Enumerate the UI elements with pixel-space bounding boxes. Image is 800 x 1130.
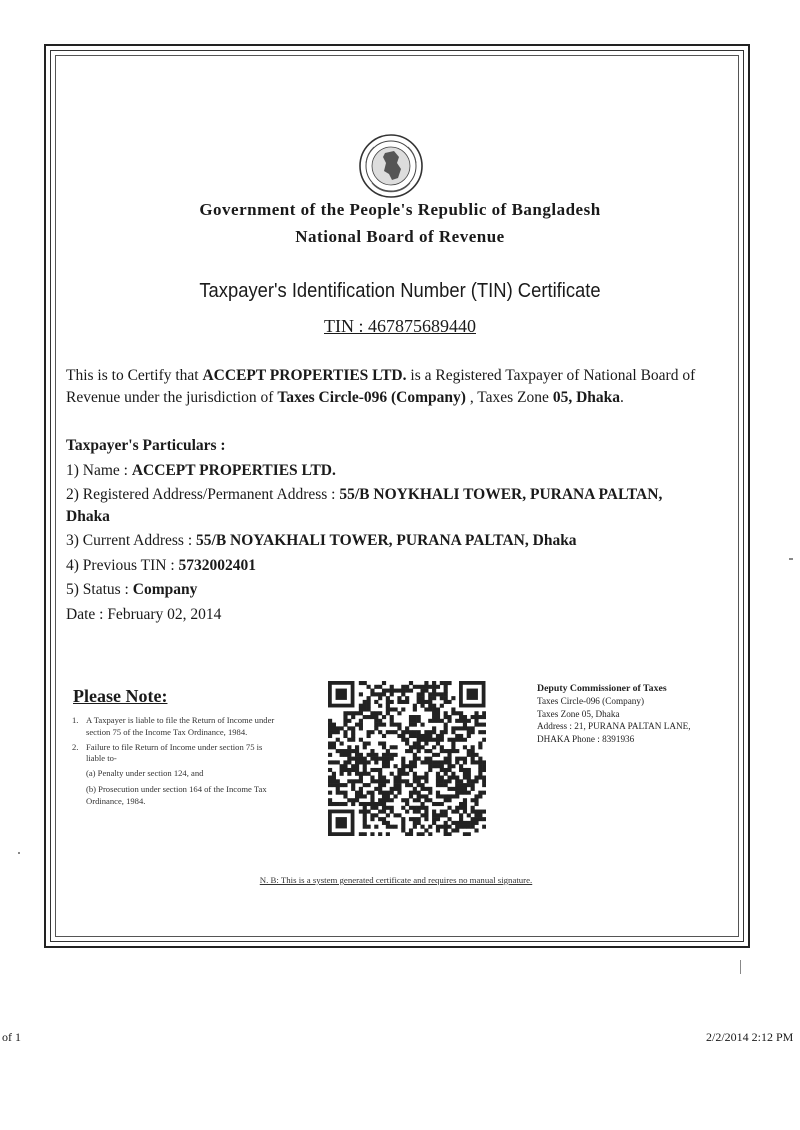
- page-count: of 1: [2, 1030, 21, 1044]
- government-heading: Government of the People's Republic of Bangladesh: [199, 200, 601, 219]
- date-row: Date : February 02, 2014: [66, 605, 222, 623]
- registered-address-row: 2) Registered Address/Permanent Address : 55/B NOYKHALI TOWER, PURANA PALTAN,: [66, 486, 663, 503]
- scan-speck: [789, 558, 793, 560]
- deputy-line: Address : 21, PURANA PALTAN LANE,: [537, 721, 691, 732]
- certification-statement: This is to Certify that ACCEPT PROPERTIES LTD. is a Registered Taxpayer of National Board of Revenue under the jurisdiction of Taxes Circle-096 (Company) , Taxes Zone 05, Dhaka.: [66, 367, 696, 406]
- deputy-line: Taxes Circle-096 (Company): [537, 696, 645, 707]
- please-note-heading: Please Note:: [73, 686, 168, 706]
- note-item: 1. A Taxpayer is liable to file the Return of Income under section 75 of the Income Tax Ordinance, 1984.: [72, 715, 275, 737]
- previous-tin-row: 4) Previous TIN : 5732002401: [66, 556, 257, 574]
- board-heading: National Board of Revenue: [295, 227, 505, 246]
- registered-address-continued: Dhaka: [66, 507, 110, 525]
- note-item: 2. Failure to file Return of Income under section 75 is liable to-: [72, 741, 263, 764]
- deputy-line: Taxes Zone 05, Dhaka: [537, 708, 620, 719]
- scan-speck: [18, 852, 20, 854]
- name-row: 1) Name : ACCEPT PROPERTIES LTD.: [66, 461, 336, 479]
- note-subitem: (a) Penalty under section 124, and: [86, 768, 204, 779]
- tin-number: TIN : 467875689440: [324, 316, 476, 336]
- current-address-row: 3) Current Address : 55/B NOYAKHALI TOWER, PURANA PALTAN, Dhaka: [66, 532, 577, 549]
- qr-code: [328, 681, 486, 836]
- certificate-title: Taxpayer's Identification Number (TIN) Certificate: [199, 280, 601, 302]
- status-row: 5) Status : Company: [66, 581, 198, 598]
- particulars-heading: Taxpayer's Particulars :: [66, 437, 226, 454]
- bangladesh-emblem-icon: [358, 133, 424, 199]
- deputy-line: DHAKA Phone : 8391936: [537, 733, 635, 744]
- deputy-commissioner-title: Deputy Commissioner of Taxes: [537, 683, 667, 694]
- system-generated-note: N. B: This is a system generated certificate and requires no manual signature.: [259, 875, 533, 885]
- taxpayer-particulars: [66, 434, 736, 627]
- print-timestamp: 2/2/2014 2:12 PM: [706, 1030, 794, 1044]
- note-subitem: (b) Prosecution under section 164 of the Income Tax Ordinance, 1984.: [86, 783, 267, 806]
- scan-speck: [740, 960, 741, 974]
- note-list: [72, 715, 282, 812]
- deputy-commissioner-block: [537, 683, 737, 745]
